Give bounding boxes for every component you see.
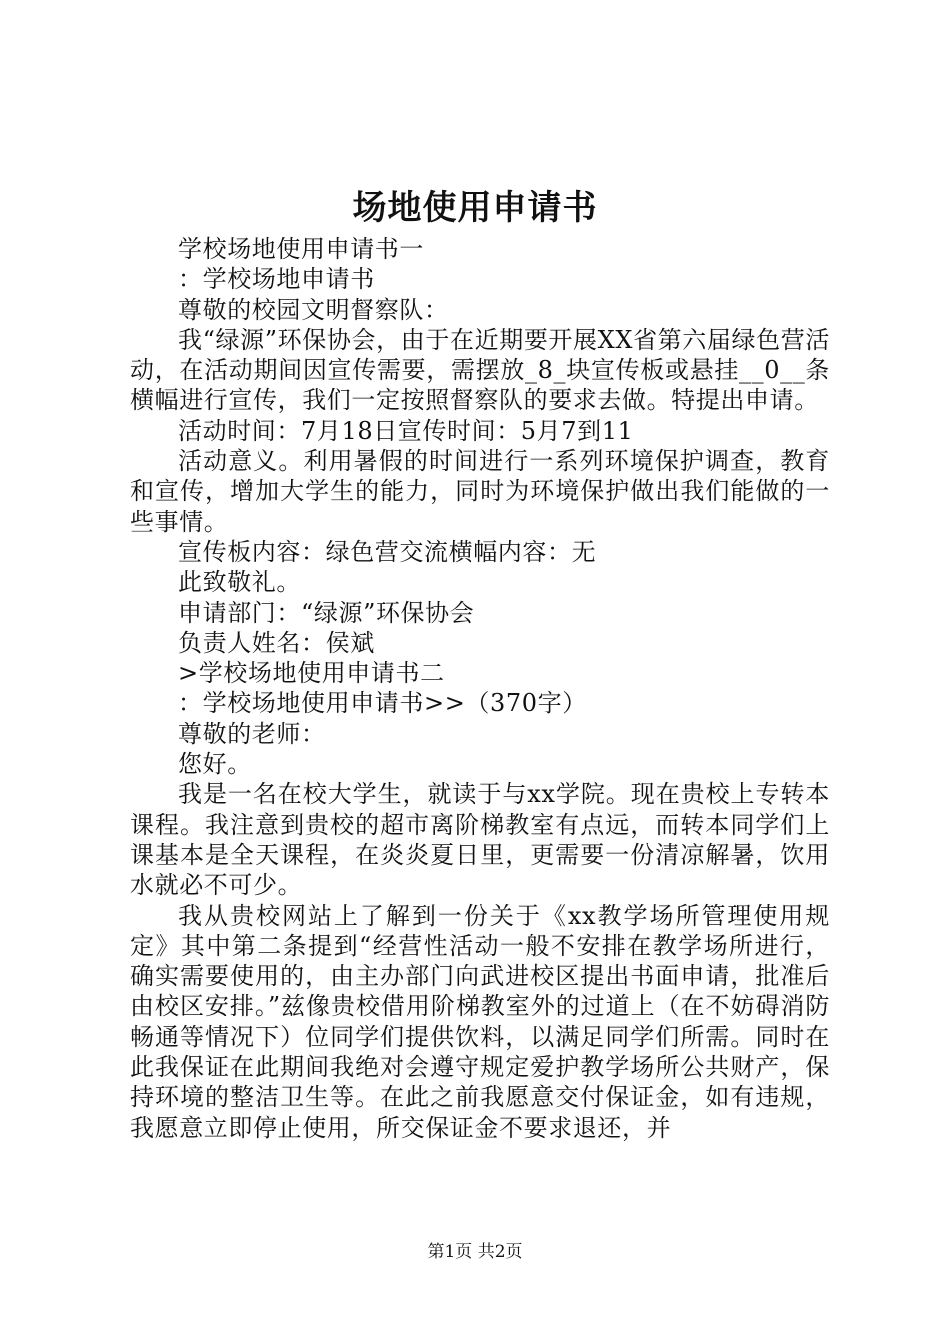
paragraph-10: 负责人姓名：侯斌 bbox=[178, 628, 375, 657]
document-title: 场地使用申请书 bbox=[352, 188, 598, 228]
paragraph-9: 申请部门：“绿源”环保协会 bbox=[178, 598, 475, 627]
paragraph-7: 宣传板内容：绿色营交流横幅内容：无 bbox=[178, 537, 597, 566]
paragraph-4: 我“绿源”环保协会，由于在近期要开展XX省第六届绿色营活动，在活动期间因宣传需要，需摆放_8_块宣传板或悬挂__0__条横幅进行宣传，我们一定按照督察队的要求去做。特提出申请。 bbox=[130, 325, 830, 415]
paragraph-11: >学校场地使用申请书二 bbox=[178, 659, 445, 688]
paragraph-3: 尊敬的校园文明督察队： bbox=[178, 295, 449, 324]
paragraph-1: 学校场地使用申请书一 bbox=[178, 235, 424, 263]
paragraph-15: 我是一名在校大学生，就读于与xx学院。现在贵校上专转本课程。我注意到贵校的超市离阶梯教室有点远，而转本同学们上课基本是全天课程，在炎炎夏日里，更需要一份清凉解暑，饮用水就必不可少。 bbox=[130, 780, 830, 900]
paragraph-16: 我从贵校网站上了解到一份关于《xx教学场所管理使用规定》其中第二条提到“经营性活动一般不安排在教学场所进行，确实需要使用的，由主办部门向武进校区提出书面申请，批准后由校区安排。”兹像贵校借用阶梯教室外的过道上（在不妨碍消防畅通等情况下）位同学们提供饮料，以满足同学们所需。同时在此我保证在此期间我绝对会遵守规定爱护教学场所公共财产，保持环境的整洁卫生等。在此之前我愿意交付保证金，如有违规，我愿意立即停止使用，所交保证金不要求退还，并 bbox=[130, 901, 830, 1142]
paragraph-8: 此致敬礼。 bbox=[178, 568, 301, 597]
page-number: 第1页 共2页 bbox=[427, 1242, 523, 1262]
paragraph-6: 活动意义。利用暑假的时间进行一系列环境保护调查，教育和宣传，增加大学生的能力，同时为环境保护做出我们能做的一些事情。 bbox=[130, 447, 830, 536]
paragraph-14: 您好。 bbox=[178, 750, 252, 779]
paragraph-12: ：学校场地使用申请书>>（370字） bbox=[178, 689, 587, 718]
document-body bbox=[130, 234, 830, 1143]
paragraph-2: ：学校场地申请书 bbox=[178, 265, 375, 294]
paragraph-5: 活动时间：7月18日宣传时间：5月7到11 bbox=[178, 416, 634, 445]
paragraph-13: 尊敬的老师： bbox=[178, 719, 326, 748]
